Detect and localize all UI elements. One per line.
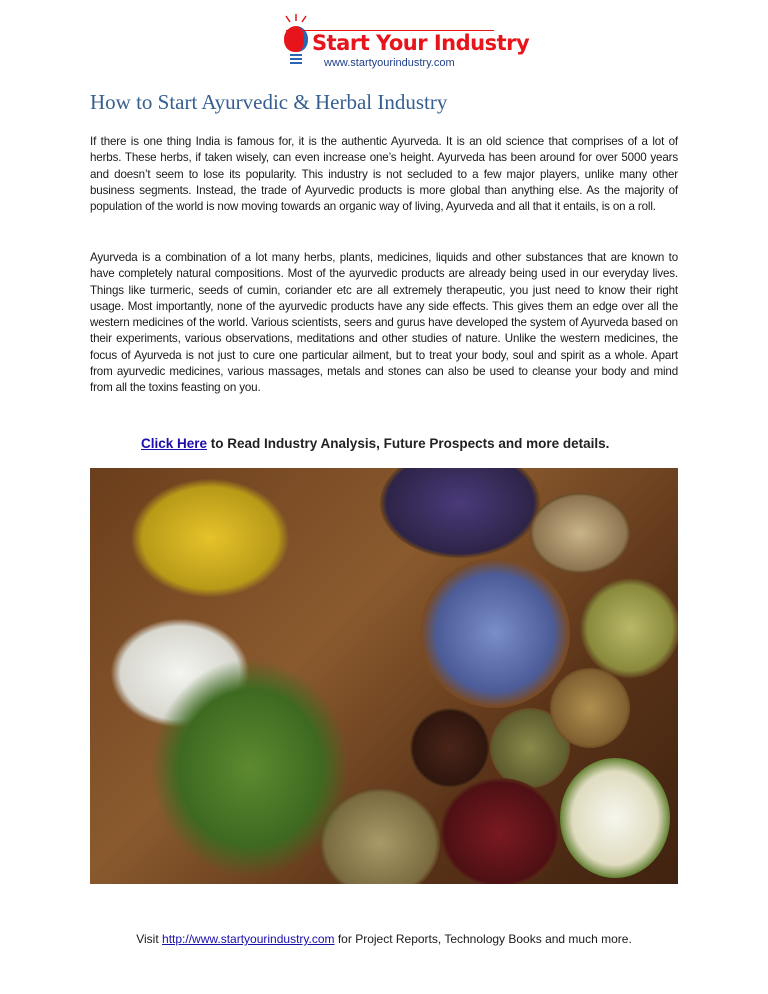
- click-here-link[interactable]: Click Here: [141, 436, 208, 451]
- footer-suffix: for Project Reports, Technology Books and much more.: [334, 932, 632, 946]
- footer-prefix: Visit: [136, 932, 163, 946]
- paragraph-2: Ayurveda is a combination of a lot many herbs, plants, medicines, liquids and other substances that are known to have completely natural compositions. Most of the ayurvedic products are already being used in our everyday lives. Things like turmeric, seeds of cumin, coriander etc are all extremely therapeutic, you just need to know their right usage. Most importantly, none of the ayurvedic products have any side effects. This gives them an edge over all the western medicines of the world. Various scientists, seers and gurus have developed the system of Ayurveda based on their experiments, various observations, meditations and other studies of nature. Unlike the western medicines, the focus of Ayurveda is not just to cure one particular ailment, but to treat your body, soul and spirit as a whole. Apart from ayurvedic medicines, various massages, metals and stones can also be used to cleanse your body and mind from all the toxins feasting on you.: [90, 251, 678, 395]
- logo-url: www.startyourindustry.com: [324, 57, 455, 69]
- light-rays-icon: [282, 14, 310, 24]
- page-title: How to Start Ayurvedic & Herbal Industry: [90, 90, 448, 114]
- cta-text: to Read Industry Analysis, Future Prospects and more details.: [207, 436, 610, 451]
- paragraph-1: If there is one thing India is famous for, it is the authentic Ayurveda. It is an old science that comprises of a lot of herbs. These herbs, if taken wisely, can even increase one’s height. Ayurveda has been around for over 5000 years and doesn’t seem to lose its popularity. This industry is not secluded to a few major players, unlike many other business segments. Instead, the trade of Ayurvedic products is more global than anything else. As the majority of population of the world is now moving towards an organic way of living, Ayurveda and all that it entails, is on a roll.: [90, 135, 678, 214]
- herbs-photo: [90, 468, 678, 884]
- logo: [276, 14, 530, 72]
- logo-name: Start Your Industry: [312, 31, 530, 55]
- call-to-action: [141, 436, 609, 451]
- lightbulb-base-icon: [290, 54, 302, 64]
- footer-website-link[interactable]: http://www.startyourindustry.com: [162, 932, 335, 946]
- footer: [0, 932, 768, 946]
